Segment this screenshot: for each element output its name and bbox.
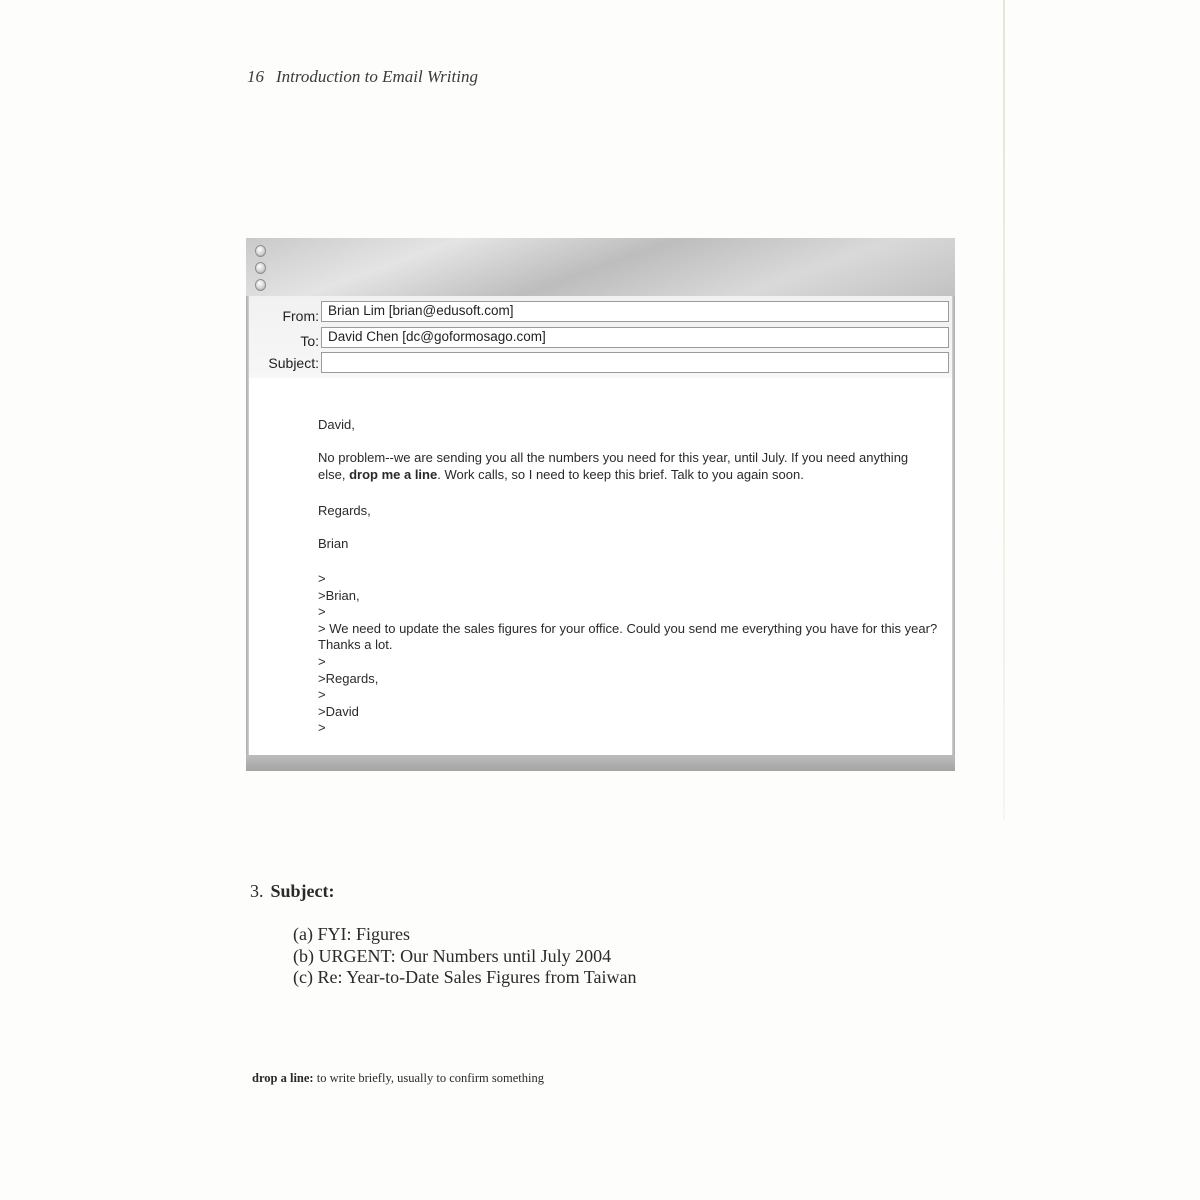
page-number: 16	[247, 67, 264, 86]
option-c: (c) Re: Year-to-Date Sales Figures from Taiwan	[293, 967, 637, 987]
chapter-title: Introduction to Email Writing	[276, 67, 478, 86]
answer-options	[293, 924, 636, 989]
email-message-body[interactable]	[318, 416, 938, 737]
quoted-line: >Regards,	[318, 670, 379, 686]
window-right-border	[952, 296, 955, 756]
body-text-2: . Work calls, so I need to keep this brief. Talk to you again soon.	[437, 467, 804, 482]
running-head	[247, 67, 478, 87]
quoted-line: >	[318, 571, 326, 586]
subject-label: Subject:	[268, 355, 319, 371]
quoted-message	[318, 571, 938, 737]
from-field[interactable]: Brian Lim [brian@edusoft.com]	[321, 301, 949, 322]
body-paragraph	[318, 449, 938, 483]
body-bold-phrase: drop me a line	[349, 467, 438, 482]
question-heading	[250, 881, 335, 902]
glossary-note	[252, 1071, 544, 1086]
window-bottom-bar	[246, 755, 955, 771]
question-number: 3.	[250, 881, 264, 901]
to-field[interactable]: David Chen [dc@goformosago.com]	[321, 327, 949, 348]
closing: Regards,	[318, 503, 371, 518]
close-window-button[interactable]	[255, 245, 266, 257]
minimize-window-button[interactable]	[255, 262, 266, 274]
option-b: (b) URGENT: Our Numbers until July 2004	[293, 945, 612, 966]
email-header	[249, 296, 952, 378]
greeting: David,	[318, 417, 355, 432]
glossary-definition: to write briefly, usually to confirm something	[313, 1071, 544, 1085]
quoted-line: >	[318, 687, 326, 703]
subject-field[interactable]	[321, 352, 949, 373]
quoted-line: >Brian,	[318, 587, 360, 603]
quoted-line: >	[318, 604, 326, 620]
quoted-line: >	[318, 720, 326, 736]
option-a: (a) FYI: Figures	[293, 924, 410, 944]
quoted-line: > We need to update the sales figures for your office. Could you send me everything you have for this year? Thanks a lot.	[318, 620, 938, 653]
to-label: To:	[300, 333, 319, 349]
page-edge	[1003, 0, 1005, 820]
quoted-line: >	[318, 653, 326, 669]
signature: Brian	[318, 536, 349, 551]
glossary-term: drop a line:	[252, 1071, 314, 1085]
from-label: From:	[282, 308, 319, 324]
body-text-1: No problem--we are sending you all the numbers you need for this year, until July. If you need anything else,	[318, 450, 909, 482]
zoom-window-button[interactable]	[255, 279, 266, 291]
email-window	[246, 238, 955, 771]
quoted-line: >David	[318, 703, 359, 719]
question-title: Subject:	[270, 881, 335, 901]
window-title-bar	[246, 238, 955, 296]
